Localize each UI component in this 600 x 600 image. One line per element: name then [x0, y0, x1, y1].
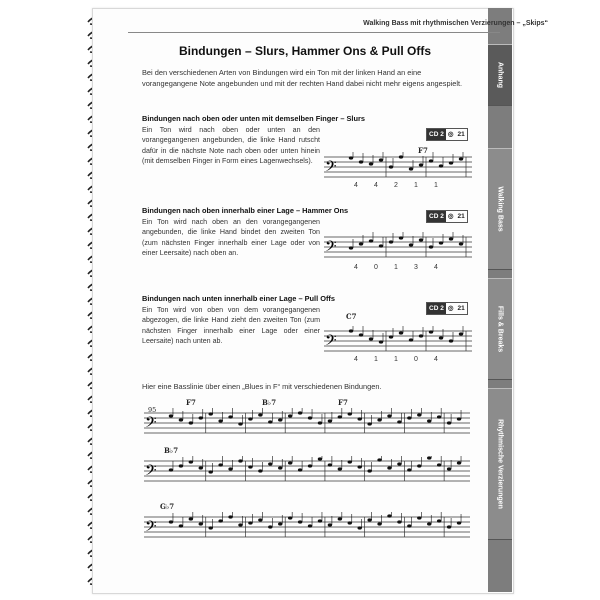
- note-head: [379, 340, 383, 343]
- notation-staff: [144, 456, 470, 486]
- note-head: [399, 236, 403, 239]
- fingering-number: 3: [414, 264, 418, 271]
- fingering-number: 1: [394, 264, 398, 271]
- section-text: Ein Ton wird nach oben an den vorangegangenen angebunden, die linke Hand bindet den zweiten Ton (zum nächsten Finger innerhalb einer Lage oder von einer Leersaite) nach oben an.: [142, 218, 320, 257]
- fingering-row: [346, 182, 446, 189]
- note-head: [417, 464, 421, 467]
- note-head: [248, 417, 252, 420]
- chapter-tab-fills[interactable]: [488, 278, 512, 380]
- note-head: [437, 519, 441, 522]
- chapter-tab-label: Anhang: [496, 61, 504, 89]
- note-head: [377, 522, 381, 525]
- note-head: [439, 336, 443, 339]
- note-head: [417, 516, 421, 519]
- note-head: [429, 159, 433, 162]
- cd-label: CD 2: [429, 305, 444, 312]
- note-head: [258, 469, 262, 472]
- note-head: [399, 155, 403, 158]
- section-text: Ein Ton wird nach oben oder unten an den vorangegangenen angebunden, die linke Hand rutscht dafür in die nächste Note nach oben oder unten hinein (mit demselben Finger in Form eines Lagenwechsels).: [142, 126, 320, 165]
- note-head: [328, 463, 332, 466]
- notation-staff: [144, 408, 470, 438]
- note-head: [179, 418, 183, 421]
- note-head: [308, 416, 312, 419]
- chapter-tab-label: Walking Bass: [496, 186, 504, 232]
- note-head: [419, 163, 423, 166]
- fingering-number: 4: [354, 264, 358, 271]
- intro-paragraph: Bei den verschiedenen Arten von Bindungen wird ein Ton mit der linken Hand an eine vorangegangene Note angebunden und mit der rechten Hand dabei nicht mehr eigens angespielt.: [142, 68, 463, 88]
- note-head: [407, 468, 411, 471]
- note-head: [359, 242, 363, 245]
- note-head: [419, 334, 423, 337]
- chord-symbol: B♭7: [262, 398, 277, 407]
- note-head: [419, 238, 423, 241]
- note-head: [369, 162, 373, 165]
- note-head: [308, 524, 312, 527]
- header-rule: [128, 32, 500, 33]
- section-heading: Bindungen nach oben oder unten mit demselben Finger – Slurs: [142, 114, 365, 123]
- note-head: [298, 411, 302, 414]
- note-head: [369, 239, 373, 242]
- cd-icon: ◎: [447, 131, 454, 138]
- note-head: [409, 167, 413, 170]
- fingering-row: [346, 264, 446, 271]
- note-head: [349, 329, 353, 332]
- bass-clef-icon: 𝄢: [145, 414, 157, 435]
- note-head: [449, 339, 453, 342]
- note-head: [407, 416, 411, 419]
- note-head: [338, 467, 342, 470]
- note-head: [298, 468, 302, 471]
- note-head: [318, 421, 322, 424]
- chord-symbol: F7: [418, 146, 428, 155]
- notation-staff: [144, 512, 470, 542]
- note-head: [248, 521, 252, 524]
- note-head: [278, 522, 282, 525]
- note-head: [258, 413, 262, 416]
- cd-label: CD 2: [429, 213, 444, 220]
- chapter-sidebar: [488, 8, 512, 592]
- note-head: [397, 520, 401, 523]
- note-head: [169, 520, 173, 523]
- note-head: [358, 465, 362, 468]
- note-head: [459, 242, 463, 245]
- note-head: [268, 462, 272, 465]
- page-title: Bindungen – Slurs, Hammer Ons & Pull Offs: [178, 44, 432, 58]
- note-head: [348, 412, 352, 415]
- note-head: [459, 157, 463, 160]
- note-head: [318, 519, 322, 522]
- note-head: [397, 420, 401, 423]
- note-head: [288, 414, 292, 417]
- note-head: [457, 521, 461, 524]
- chord-symbol: F7: [338, 398, 348, 407]
- note-head: [389, 165, 393, 168]
- note-head: [298, 520, 302, 523]
- note-head: [367, 469, 371, 472]
- chapter-tab-label: Rhythmische Verzierungen: [496, 419, 504, 509]
- note-head: [358, 417, 362, 420]
- note-head: [288, 461, 292, 464]
- bass-clef-icon: 𝄢: [145, 518, 157, 539]
- note-head: [218, 463, 222, 466]
- note-head: [389, 240, 393, 243]
- note-head: [367, 518, 371, 521]
- note-head: [359, 333, 363, 336]
- cd-track-number: 21: [457, 213, 465, 220]
- fingering-number: 4: [434, 264, 438, 271]
- note-head: [427, 456, 431, 459]
- note-head: [387, 414, 391, 417]
- note-head: [179, 464, 183, 467]
- note-head: [449, 161, 453, 164]
- note-head: [459, 332, 463, 335]
- note-head: [338, 517, 342, 520]
- note-head: [397, 462, 401, 465]
- note-head: [389, 335, 393, 338]
- notation-staff: [324, 232, 472, 262]
- cd-track-badge: [426, 302, 468, 315]
- note-head: [258, 518, 262, 521]
- cd-icon: ◎: [447, 305, 454, 312]
- chord-symbol: B♭7: [164, 446, 179, 455]
- note-head: [238, 422, 242, 425]
- cd-track-badge: [426, 210, 468, 223]
- cd-label: CD 2: [429, 131, 444, 138]
- bass-clef-icon: 𝄢: [325, 332, 337, 353]
- chapter-tab-anhang[interactable]: [488, 44, 512, 106]
- note-head: [369, 337, 373, 340]
- cd-icon: ◎: [447, 213, 454, 220]
- notation-staff: [324, 152, 472, 182]
- note-head: [169, 414, 173, 417]
- note-head: [427, 419, 431, 422]
- fingering-number: 0: [414, 356, 418, 363]
- note-head: [409, 338, 413, 341]
- chord-symbol: G♭7: [160, 502, 175, 511]
- fingering-number: 1: [414, 182, 418, 189]
- note-head: [349, 246, 353, 249]
- note-head: [379, 244, 383, 247]
- fingering-number: 1: [434, 182, 438, 189]
- note-head: [407, 524, 411, 527]
- note-head: [437, 415, 441, 418]
- note-head: [228, 467, 232, 470]
- note-head: [359, 160, 363, 163]
- chord-symbol: C7: [346, 312, 357, 321]
- note-head: [268, 420, 272, 423]
- note-head: [318, 457, 322, 460]
- fingering-number: 4: [354, 182, 358, 189]
- note-head: [209, 470, 213, 473]
- note-head: [278, 418, 282, 421]
- note-head: [199, 522, 203, 525]
- note-head: [348, 521, 352, 524]
- note-head: [457, 417, 461, 420]
- note-head: [377, 458, 381, 461]
- note-head: [439, 164, 443, 167]
- note-head: [218, 519, 222, 522]
- note-head: [189, 421, 193, 424]
- fingering-number: 4: [374, 182, 378, 189]
- blues-caption: Hier eine Basslinie über einen „Blues in F“ mit verschiedenen Bindungen.: [142, 382, 382, 391]
- chapter-tab-rhythm[interactable]: [488, 388, 512, 540]
- chapter-tab-walking-bass[interactable]: [488, 148, 512, 270]
- note-head: [248, 465, 252, 468]
- note-head: [439, 241, 443, 244]
- note-head: [437, 463, 441, 466]
- note-head: [209, 526, 213, 529]
- note-head: [189, 517, 193, 520]
- note-head: [367, 422, 371, 425]
- fingering-number: 1: [374, 356, 378, 363]
- note-head: [417, 413, 421, 416]
- note-head: [399, 331, 403, 334]
- cd-track-number: 21: [457, 131, 465, 138]
- note-head: [189, 460, 193, 463]
- fingering-number: 4: [354, 356, 358, 363]
- note-head: [447, 525, 451, 528]
- note-head: [447, 421, 451, 424]
- note-head: [179, 524, 183, 527]
- note-head: [238, 459, 242, 462]
- section-heading: Bindungen nach unten innerhalb einer Lage – Pull Offs: [142, 294, 335, 303]
- running-header: Walking Bass mit rhythmischen Verzierungen – „Skips“: [363, 20, 548, 27]
- note-head: [429, 245, 433, 248]
- note-head: [387, 514, 391, 517]
- note-head: [228, 515, 232, 518]
- note-head: [387, 466, 391, 469]
- bass-clef-icon: 𝄢: [145, 462, 157, 483]
- note-head: [199, 466, 203, 469]
- note-head: [328, 419, 332, 422]
- note-head: [268, 525, 272, 528]
- chapter-tab-label: Fills & Breaks: [496, 305, 504, 353]
- note-head: [218, 419, 222, 422]
- note-head: [209, 412, 213, 415]
- note-head: [358, 526, 362, 529]
- note-head: [377, 418, 381, 421]
- bass-clef-icon: 𝄢: [325, 158, 337, 179]
- note-head: [308, 464, 312, 467]
- note-head: [427, 522, 431, 525]
- note-head: [379, 158, 383, 161]
- chord-symbol: F7: [186, 398, 196, 407]
- note-head: [338, 415, 342, 418]
- note-head: [429, 330, 433, 333]
- note-head: [447, 467, 451, 470]
- section-text: Ein Ton wird von oben von dem vorangegangenen abgezogen, die linke Hand zieht den zweiten Ton (zum nächsten Finger innerhalb einer Lage oder einer Leersaite) nach unten ab.: [142, 306, 320, 345]
- note-head: [348, 460, 352, 463]
- note-head: [409, 243, 413, 246]
- note-head: [328, 523, 332, 526]
- notation-staff: [324, 326, 472, 356]
- fingering-row: [346, 356, 446, 363]
- fingering-number: 1: [394, 356, 398, 363]
- note-head: [349, 156, 353, 159]
- note-head: [238, 523, 242, 526]
- measure-number: 95: [148, 406, 157, 414]
- note-head: [228, 415, 232, 418]
- cd-track-badge: [426, 128, 468, 141]
- note-head: [278, 466, 282, 469]
- bass-clef-icon: 𝄢: [325, 238, 337, 259]
- cd-track-number: 21: [457, 305, 465, 312]
- note-head: [199, 416, 203, 419]
- note-head: [288, 516, 292, 519]
- fingering-number: 2: [394, 182, 398, 189]
- note-head: [169, 468, 173, 471]
- note-head: [457, 461, 461, 464]
- note-head: [449, 237, 453, 240]
- section-heading: Bindungen nach oben innerhalb einer Lage – Hammer Ons: [142, 206, 349, 215]
- fingering-number: 0: [374, 264, 378, 271]
- fingering-number: 4: [434, 356, 438, 363]
